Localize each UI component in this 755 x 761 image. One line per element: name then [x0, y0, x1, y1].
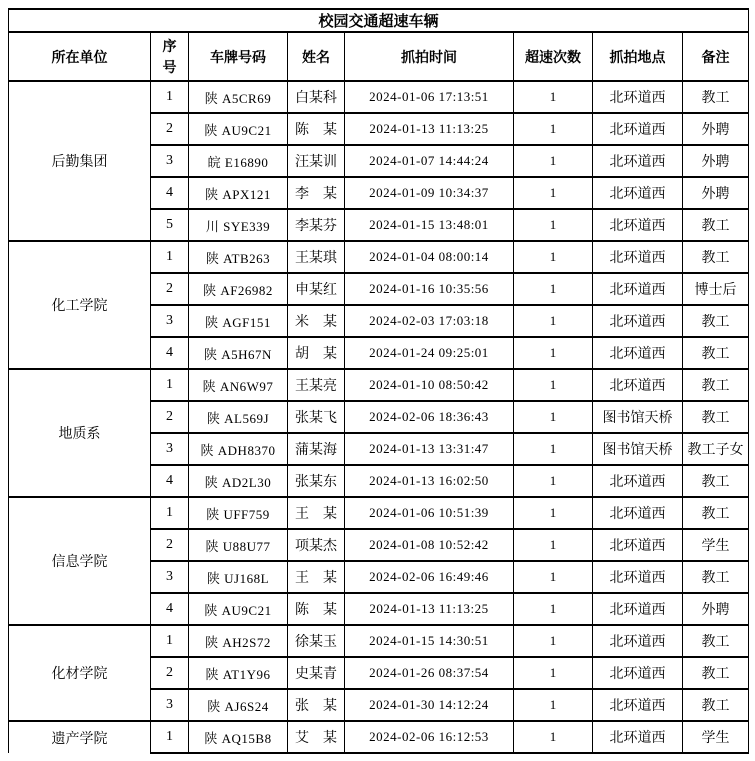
- name-cell: 王某琪: [288, 241, 345, 273]
- time-cell: 2024-01-04 08:00:14: [345, 241, 514, 273]
- time-cell: 2024-01-16 10:35:56: [345, 273, 514, 305]
- location-cell: 北环道西: [593, 177, 683, 209]
- serial-cell: 2: [151, 657, 189, 689]
- remark-cell: 教工: [683, 625, 749, 657]
- location-cell: 北环道西: [593, 593, 683, 625]
- table-row: [9, 721, 749, 753]
- serial-cell: 4: [151, 337, 189, 369]
- time-cell: 2024-01-10 08:50:42: [345, 369, 514, 401]
- column-header-serial: [151, 32, 189, 81]
- plate-cell: 陕 AT1Y96: [189, 657, 288, 689]
- plate-cell: 陕 ADH8370: [189, 433, 288, 465]
- location-cell: 北环道西: [593, 465, 683, 497]
- column-header-name: 姓名: [288, 32, 345, 81]
- name-cell: 李某芬: [288, 209, 345, 241]
- plate-cell: 陕 U88U77: [189, 529, 288, 561]
- serial-cell: 5: [151, 209, 189, 241]
- column-header-count: 超速次数: [514, 32, 593, 81]
- location-cell: 北环道西: [593, 113, 683, 145]
- unit-cell: 后勤集团: [9, 81, 151, 241]
- location-cell: 北环道西: [593, 81, 683, 113]
- name-cell: 陈 某: [288, 113, 345, 145]
- count-cell: 1: [514, 593, 593, 625]
- name-cell: 张某飞: [288, 401, 345, 433]
- location-cell: 北环道西: [593, 497, 683, 529]
- table-row: [9, 497, 749, 529]
- location-cell: 北环道西: [593, 337, 683, 369]
- unit-cell: 化材学院: [9, 625, 151, 721]
- location-cell: 北环道西: [593, 529, 683, 561]
- plate-cell: 陕 AU9C21: [189, 593, 288, 625]
- plate-cell: 皖 E16890: [189, 145, 288, 177]
- time-cell: 2024-01-15 13:48:01: [345, 209, 514, 241]
- count-cell: 1: [514, 113, 593, 145]
- remark-cell: 外聘: [683, 593, 749, 625]
- unit-cell: 地质系: [9, 369, 151, 497]
- count-cell: 1: [514, 657, 593, 689]
- count-cell: 1: [514, 497, 593, 529]
- plate-cell: 陕 AU9C21: [189, 113, 288, 145]
- name-cell: 汪某训: [288, 145, 345, 177]
- serial-cell: 2: [151, 529, 189, 561]
- plate-cell: 陕 AQ15B8: [189, 721, 288, 753]
- location-cell: 北环道西: [593, 241, 683, 273]
- serial-cell: 2: [151, 113, 189, 145]
- plate-cell: 陕 UJ168L: [189, 561, 288, 593]
- unit-cell: 信息学院: [9, 497, 151, 625]
- serial-cell: 1: [151, 81, 189, 113]
- time-cell: 2024-01-26 08:37:54: [345, 657, 514, 689]
- remark-cell: 教工: [683, 241, 749, 273]
- name-cell: 胡 某: [288, 337, 345, 369]
- remark-cell: 学生: [683, 721, 749, 753]
- location-cell: 北环道西: [593, 561, 683, 593]
- plate-cell: 陕 A5H67N: [189, 337, 288, 369]
- remark-cell: 教工: [683, 497, 749, 529]
- count-cell: 1: [514, 721, 593, 753]
- remark-cell: 外聘: [683, 177, 749, 209]
- serial-cell: 3: [151, 689, 189, 721]
- name-cell: 申某红: [288, 273, 345, 305]
- serial-cell: 1: [151, 721, 189, 753]
- table-row: [9, 241, 749, 273]
- location-cell: 北环道西: [593, 369, 683, 401]
- plate-cell: 陕 AF26982: [189, 273, 288, 305]
- plate-cell: 陕 AN6W97: [189, 369, 288, 401]
- plate-cell: 陕 UFF759: [189, 497, 288, 529]
- name-cell: 徐某玉: [288, 625, 345, 657]
- column-header-plate: 车牌号码: [189, 32, 288, 81]
- plate-cell: 陕 AH2S72: [189, 625, 288, 657]
- time-cell: 2024-01-13 13:31:47: [345, 433, 514, 465]
- speeding-vehicles-table: [8, 8, 749, 754]
- name-cell: 艾 某: [288, 721, 345, 753]
- remark-cell: 教工: [683, 305, 749, 337]
- location-cell: 北环道西: [593, 273, 683, 305]
- time-cell: 2024-01-30 14:12:24: [345, 689, 514, 721]
- time-cell: 2024-01-13 16:02:50: [345, 465, 514, 497]
- table-row: [9, 369, 749, 401]
- remark-cell: 教工: [683, 465, 749, 497]
- time-cell: 2024-02-06 16:12:53: [345, 721, 514, 753]
- serial-cell: 1: [151, 497, 189, 529]
- remark-cell: 博士后: [683, 273, 749, 305]
- name-cell: 蒲某海: [288, 433, 345, 465]
- serial-cell: 1: [151, 625, 189, 657]
- count-cell: 1: [514, 177, 593, 209]
- header-row: [9, 32, 749, 81]
- remark-cell: 外聘: [683, 113, 749, 145]
- unit-cell: 遗产学院: [9, 721, 151, 753]
- title-row: [9, 9, 749, 32]
- location-cell: 北环道西: [593, 657, 683, 689]
- table-body: [9, 81, 749, 753]
- remark-cell: 教工: [683, 209, 749, 241]
- location-cell: 北环道西: [593, 721, 683, 753]
- name-cell: 李 某: [288, 177, 345, 209]
- table-title: 校园交通超速车辆: [9, 9, 749, 32]
- plate-cell: 陕 A5CR69: [189, 81, 288, 113]
- count-cell: 1: [514, 561, 593, 593]
- time-cell: 2024-01-09 10:34:37: [345, 177, 514, 209]
- time-cell: 2024-02-06 16:49:46: [345, 561, 514, 593]
- time-cell: 2024-02-06 18:36:43: [345, 401, 514, 433]
- plate-cell: 陕 AJ6S24: [189, 689, 288, 721]
- serial-cell: 2: [151, 273, 189, 305]
- plate-cell: 川 SYE339: [189, 209, 288, 241]
- name-cell: 王 某: [288, 561, 345, 593]
- name-cell: 张某东: [288, 465, 345, 497]
- time-cell: 2024-01-13 11:13:25: [345, 113, 514, 145]
- column-header-remark: 备注: [683, 32, 749, 81]
- table-row: [9, 625, 749, 657]
- count-cell: 1: [514, 305, 593, 337]
- count-cell: 1: [514, 625, 593, 657]
- plate-cell: 陕 AD2L30: [189, 465, 288, 497]
- time-cell: 2024-01-15 14:30:51: [345, 625, 514, 657]
- serial-cell: 3: [151, 305, 189, 337]
- remark-cell: 教工: [683, 689, 749, 721]
- remark-cell: 教工子女: [683, 433, 749, 465]
- count-cell: 1: [514, 401, 593, 433]
- name-cell: 白某科: [288, 81, 345, 113]
- count-cell: 1: [514, 81, 593, 113]
- location-cell: 北环道西: [593, 625, 683, 657]
- plate-cell: 陕 APX121: [189, 177, 288, 209]
- remark-cell: 教工: [683, 561, 749, 593]
- time-cell: 2024-01-06 17:13:51: [345, 81, 514, 113]
- location-cell: 图书馆天桥: [593, 433, 683, 465]
- name-cell: 史某青: [288, 657, 345, 689]
- serial-cell: 4: [151, 465, 189, 497]
- remark-cell: 教工: [683, 401, 749, 433]
- time-cell: 2024-01-08 10:52:42: [345, 529, 514, 561]
- count-cell: 1: [514, 529, 593, 561]
- serial-cell: 1: [151, 241, 189, 273]
- time-cell: 2024-01-06 10:51:39: [345, 497, 514, 529]
- plate-cell: 陕 AGF151: [189, 305, 288, 337]
- name-cell: 张 某: [288, 689, 345, 721]
- serial-cell: 4: [151, 593, 189, 625]
- time-cell: 2024-01-07 14:44:24: [345, 145, 514, 177]
- count-cell: 1: [514, 465, 593, 497]
- remark-cell: 教工: [683, 81, 749, 113]
- serial-cell: 4: [151, 177, 189, 209]
- count-cell: 1: [514, 689, 593, 721]
- column-header-time: 抓拍时间: [345, 32, 514, 81]
- name-cell: 陈 某: [288, 593, 345, 625]
- count-cell: 1: [514, 337, 593, 369]
- count-cell: 1: [514, 433, 593, 465]
- name-cell: 王 某: [288, 497, 345, 529]
- serial-cell: 3: [151, 145, 189, 177]
- count-cell: 1: [514, 209, 593, 241]
- remark-cell: 教工: [683, 337, 749, 369]
- name-cell: 米 某: [288, 305, 345, 337]
- location-cell: 北环道西: [593, 209, 683, 241]
- count-cell: 1: [514, 273, 593, 305]
- plate-cell: 陕 AL569J: [189, 401, 288, 433]
- count-cell: 1: [514, 369, 593, 401]
- location-cell: 北环道西: [593, 145, 683, 177]
- name-cell: 项某杰: [288, 529, 345, 561]
- serial-cell: 1: [151, 369, 189, 401]
- table-row: [9, 81, 749, 113]
- unit-cell: 化工学院: [9, 241, 151, 369]
- remark-cell: 教工: [683, 657, 749, 689]
- location-cell: 北环道西: [593, 305, 683, 337]
- remark-cell: 学生: [683, 529, 749, 561]
- serial-cell: 3: [151, 561, 189, 593]
- column-header-unit: 所在单位: [9, 32, 151, 81]
- serial-header-label: 序号: [162, 38, 177, 75]
- serial-cell: 3: [151, 433, 189, 465]
- count-cell: 1: [514, 241, 593, 273]
- name-cell: 王某亮: [288, 369, 345, 401]
- plate-cell: 陕 ATB263: [189, 241, 288, 273]
- time-cell: 2024-02-03 17:03:18: [345, 305, 514, 337]
- column-header-location: 抓拍地点: [593, 32, 683, 81]
- time-cell: 2024-01-24 09:25:01: [345, 337, 514, 369]
- location-cell: 图书馆天桥: [593, 401, 683, 433]
- time-cell: 2024-01-13 11:13:25: [345, 593, 514, 625]
- remark-cell: 外聘: [683, 145, 749, 177]
- count-cell: 1: [514, 145, 593, 177]
- remark-cell: 教工: [683, 369, 749, 401]
- serial-cell: 2: [151, 401, 189, 433]
- location-cell: 北环道西: [593, 689, 683, 721]
